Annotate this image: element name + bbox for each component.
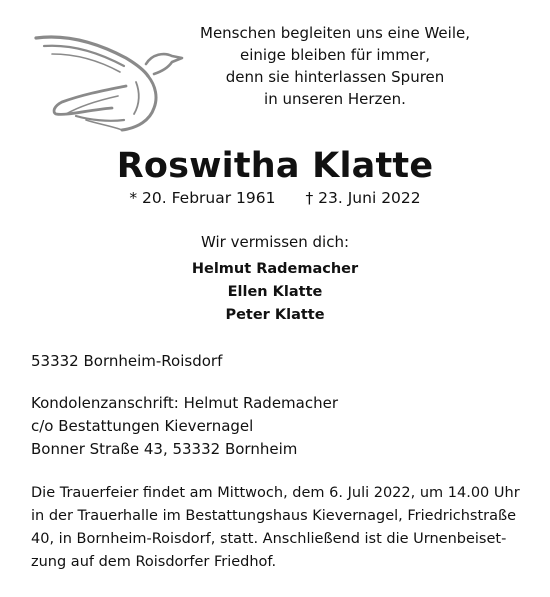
poem-line: Menschen begleiten uns eine Weile, <box>200 24 470 42</box>
death-date: † 23. Juni 2022 <box>305 189 421 207</box>
address-line: Kondolenzanschrift: Helmut Rademacher <box>31 394 339 412</box>
mourners-list <box>0 258 550 327</box>
notice-line: in der Trauerhalle im Bestattungshaus Kievernagel, Friedrichstraße <box>31 508 517 524</box>
dove-icon <box>26 24 186 134</box>
poem-line: in unseren Herzen. <box>264 90 406 108</box>
notice-line: zung auf dem Roisdorfer Friedhof. <box>31 554 277 570</box>
condolence-address <box>31 392 338 461</box>
poem-line: einige bleiben für immer, <box>240 46 430 64</box>
address-line: Bonner Straße 43, 53332 Bornheim <box>31 440 298 458</box>
funeral-notice <box>31 482 523 574</box>
residence-place: 53332 Bornheim-Roisdorf <box>31 352 223 370</box>
mourner-name: Helmut Rademacher <box>191 261 359 277</box>
notice-line: 40, in Bornheim-Roisdorf, statt. Anschließend ist die Urnenbeiset- <box>31 531 507 547</box>
mourner-name: Ellen Klatte <box>227 284 323 300</box>
poem-line: denn sie hinterlassen Spuren <box>225 68 445 86</box>
mourner-name: Peter Klatte <box>225 307 325 323</box>
deceased-name: Roswitha Klatte <box>116 146 434 186</box>
life-dates <box>0 189 550 207</box>
mourners-intro: Wir vermissen dich: <box>200 233 350 251</box>
birth-date: * 20. Februar 1961 <box>129 189 276 207</box>
notice-line: Die Trauerfeier findet am Mittwoch, dem 6. Juli 2022, um 14.00 Uhr <box>31 485 520 501</box>
poem-verse <box>180 22 490 110</box>
address-line: c/o Bestattungen Kievernagel <box>31 417 254 435</box>
